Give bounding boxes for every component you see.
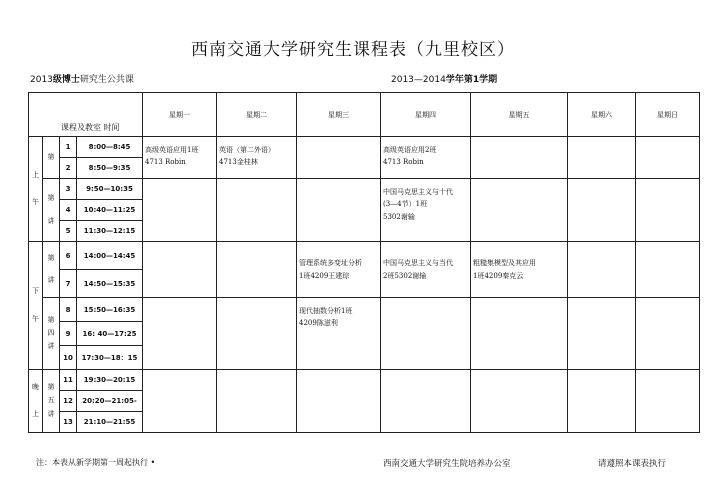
course-name: 中国马克思主义与十代 [383,188,453,196]
day-friday: 星期五 [471,93,568,137]
lecture-char: 第 [47,254,55,263]
slot-number: 9 [60,322,77,346]
slot-number: 11 [60,370,77,391]
day-saturday: 星期六 [568,93,636,137]
lecture-char: 讲 [47,342,55,351]
empty-cell [217,370,297,433]
slot-number: 3 [60,179,77,200]
program-type: 研究生公共课 [79,75,134,85]
slot-time: 9:50—10:35 [77,179,143,200]
empty-cell [143,242,217,298]
empty-cell [297,137,381,179]
course-room: 1班4209秦克云 [473,271,524,280]
course-room: 4713 Robin [383,158,424,167]
course-room: 1班4209王建琮 [299,271,350,280]
lecture-char: 讲 [47,409,55,418]
lecture-char: 第 [47,193,55,202]
empty-cell [471,179,568,242]
slot-time: 8:00—8:45 [77,137,143,158]
course-room: 4713金桂林 [219,158,258,167]
period-morning [29,137,43,242]
empty-cell [568,137,636,179]
period-glyph: 午 [32,314,39,323]
course-thu-morning-1 [381,137,471,179]
slot-time: 10:40—11:25 [77,200,143,221]
semester-label [391,72,497,85]
empty-cell [636,137,700,179]
period-glyph: 晚 [32,382,39,391]
course-name: 现代抽数分析1班 [299,307,353,315]
header-row [29,93,700,137]
course-name: 中国马克思主义与当代 [383,259,453,268]
schedule-table [28,92,700,433]
slot-time: 16: 40—17:25 [77,322,143,346]
period-glyph: 午 [32,198,39,206]
slot-time: 14:00—14:45 [77,242,143,270]
course-wed-afternoon-2 [297,298,381,370]
corner-label: 课程及教室 时间 [61,123,120,132]
day-wednesday: 星期三 [297,93,381,137]
empty-cell [636,179,700,242]
academic-years: 2013—2014 [391,75,446,85]
slot-time: 14:50—15:35 [77,270,143,298]
course-thu-morning-2 [381,179,471,242]
empty-cell [297,370,381,433]
footer-execute: 请遵照本课表执行 [598,459,667,469]
semester: 学年第1学期 [445,75,498,85]
period-char [29,285,42,326]
slot-number: 1 [60,137,77,158]
slot-number: 8 [60,298,77,322]
course-mon-morning-1 [143,137,217,179]
slot-number: 12 [60,391,77,412]
period-char [29,381,42,422]
lecture-fifth [43,370,60,433]
footer-office: 西南交通大学研究生院培养办公室 [383,459,511,469]
period-glyph: 上 [32,170,39,179]
slot-time: 11:30—12:15 [77,221,143,242]
course-room: 2班5302谢输 [383,271,427,280]
empty-cell [568,370,636,433]
slot-number: 2 [60,158,77,179]
lecture-char: 五 [47,396,55,405]
course-tue-morning-1 [217,137,297,179]
day-sunday: 星期日 [636,93,700,137]
empty-cell [143,370,217,433]
table-row [29,370,700,391]
course-name: 粗糙集模型及其应用 [473,259,536,268]
course-wed-afternoon-1 [297,242,381,298]
day-monday: 星期一 [143,93,217,137]
program-level: 级博士 [52,75,80,85]
empty-cell [568,179,636,242]
course-fri-afternoon-1 [471,242,568,298]
lecture-fourth [43,298,60,370]
slot-time: 17:30—18：15 [77,346,143,370]
empty-cell [636,298,700,370]
course-room: 4713 Robin [145,158,186,167]
table-row [29,137,700,158]
slot-number: 13 [60,412,77,433]
period-char [29,169,42,210]
lecture-char: 讲 [47,217,55,225]
slot-number: 6 [60,242,77,270]
lecture-char: 讲 [47,275,55,284]
empty-cell [217,242,297,298]
empty-cell [217,298,297,370]
lecture-third [43,242,60,298]
slot-time: 8:50—9:35 [77,158,143,179]
course-room: 4209陈滋利 [299,319,338,328]
day-thursday: 星期四 [381,93,471,137]
empty-cell [297,179,381,242]
period-glyph: 上 [32,410,39,418]
empty-cell [143,179,217,242]
period-evening [29,370,43,433]
empty-cell [217,179,297,242]
slot-time: 19:30—20:15 [77,370,143,391]
slot-number: 10 [60,346,77,370]
empty-cell [471,298,568,370]
slot-time: 15:50—16:35 [77,298,143,322]
empty-cell [471,370,568,433]
course-thu-afternoon-1 [381,242,471,298]
footer-note: 注：本表从新学期第一周起执行 • [36,458,156,467]
corner-cell [29,93,143,137]
course-room: 5302谢输 [383,212,415,221]
empty-cell [636,370,700,433]
table-row [29,179,700,200]
course-periods: (3—4节）1班 [383,200,428,209]
lecture-char: 四 [47,328,55,337]
period-glyph: 下 [32,287,39,296]
lecture-char: 第 [47,383,55,392]
empty-cell [568,298,636,370]
period-afternoon [29,242,43,370]
course-name: 高级英语应用2班 [383,146,437,154]
slot-number: 4 [60,200,77,221]
lecture-second [43,179,60,242]
course-name: 高级英语应用1班 [145,146,199,154]
table-row [29,298,700,322]
course-name: 管理系统多变址分析 [299,259,362,268]
day-tuesday: 星期二 [217,93,297,137]
page-title: 西南交通大学研究生课程表（九里校区） [191,40,515,60]
empty-cell [143,298,217,370]
slot-time: 20:20—21:05- [77,391,143,412]
lecture-char: 第 [47,315,55,324]
lecture-first: 第 [43,137,60,179]
empty-cell [381,298,471,370]
program-label [30,72,134,85]
empty-cell [471,137,568,179]
slot-number: 7 [60,270,77,298]
empty-cell [568,242,636,298]
slot-time: 21:10—21:55 [77,412,143,433]
course-name: 英语（第二外语） [219,146,275,154]
program-year: 2013 [30,75,53,85]
table-row [29,242,700,270]
slot-number: 5 [60,221,77,242]
empty-cell [636,242,700,298]
empty-cell [381,370,471,433]
